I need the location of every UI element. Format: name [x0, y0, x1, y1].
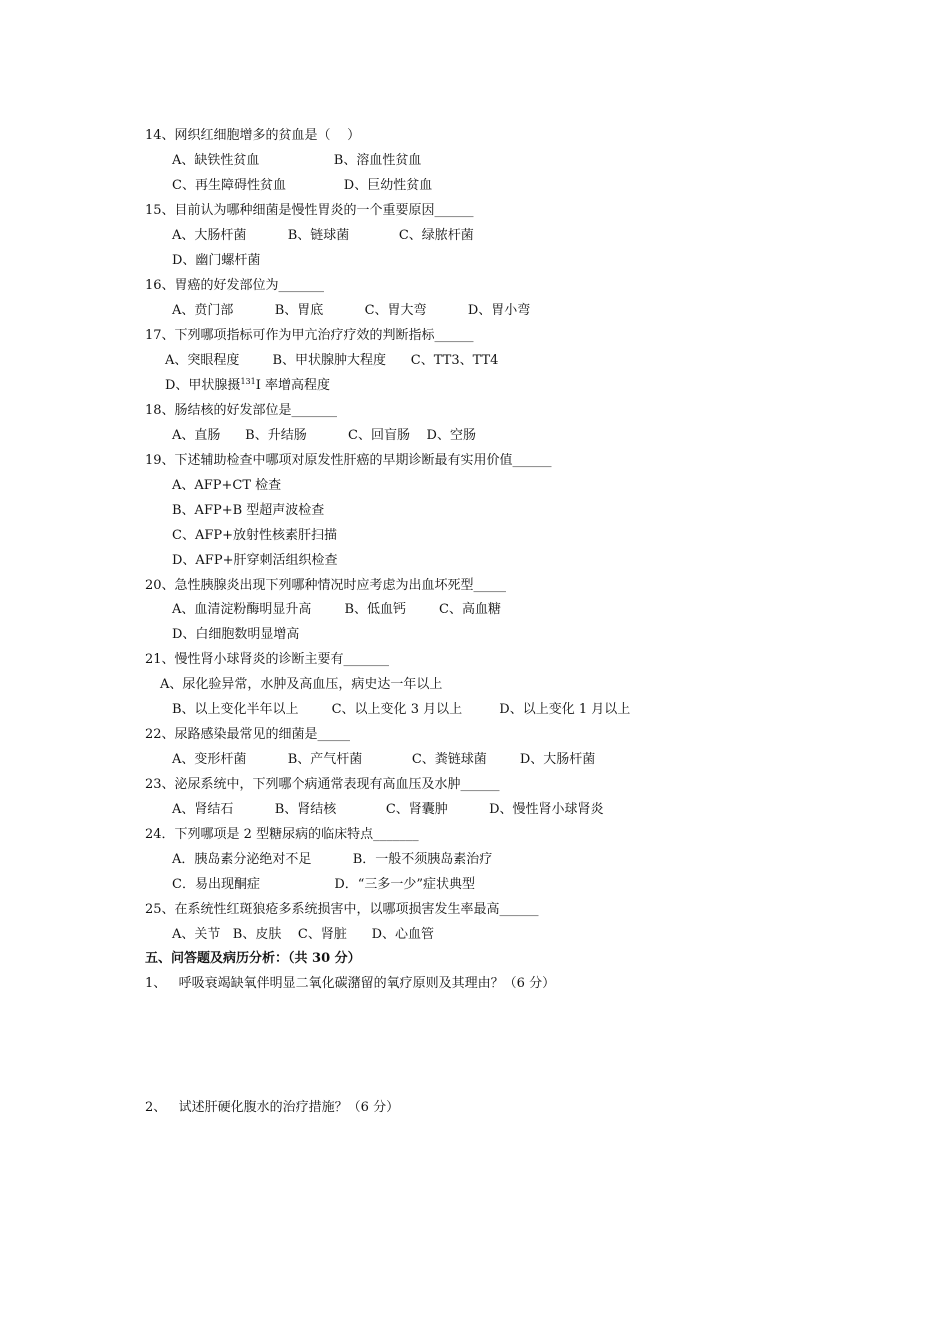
q19-option-b: B、AFP+B 型超声波检查: [172, 503, 325, 518]
q19-option-d: D、AFP+肝穿刺活组织检查: [172, 553, 338, 568]
q15-stem: 15、目前认为哪种细菌是慢性胃炎的一个重要原因______: [145, 203, 474, 218]
q23-stem: 23、泌尿系统中，下列哪个病通常表现有高血压及水肿______: [145, 777, 500, 792]
q17-row2-suffix: I 率增高程度: [255, 378, 330, 393]
q24-options-row2: C．易出现酮症 D．“三多一少”症状典型: [172, 877, 476, 892]
q18-stem: 18、肠结核的好发部位是_______: [145, 403, 338, 418]
q19-option-a: A、AFP+CT 检查: [172, 478, 282, 493]
q17-stem: 17、下列哪项指标可作为甲亢治疗疗效的判断指标______: [145, 328, 474, 343]
q15-options-row2: D、幽门螺杆菌: [172, 253, 261, 268]
q17-row2-superscript: 131: [240, 377, 256, 386]
q21-options-row2: B、以上变化半年以上 C、以上变化 3 月以上 D、以上变化 1 月以上: [172, 702, 631, 717]
q19-stem: 19、下述辅助检查中哪项对原发性肝癌的早期诊断最有实用价值______: [145, 453, 552, 468]
section5-question-2: 2、 试述肝硬化腹水的治疗措施？（6 分）: [145, 1100, 400, 1115]
q25-stem: 25、在系统性红斑狼疮多系统损害中，以哪项损害发生率最高______: [145, 902, 539, 917]
q24-options-row1: A．胰岛素分泌绝对不足 B．一般不须胰岛素治疗: [172, 852, 493, 867]
q20-options-row1: A、血清淀粉酶明显升高 B、低血钙 C、高血糖: [172, 602, 502, 617]
q16-options-row1: A、贲门部 B、胃底 C、胃大弯 D、胃小弯: [172, 303, 531, 318]
q14-options-row1: A、缺铁性贫血 B、溶血性贫血: [172, 153, 422, 168]
section5-heading: 五、问答题及病历分析：（共 30 分）: [145, 951, 361, 966]
q23-options-row1: A、肾结石 B、肾结核 C、肾囊肿 D、慢性肾小球肾炎: [172, 802, 604, 817]
q16-stem: 16、胃癌的好发部位为_______: [145, 278, 325, 293]
section5-question-1: 1、 呼吸衰竭缺氧伴明显二氧化碳潴留的氧疗原则及其理由？（6 分）: [145, 976, 556, 991]
q17-row2-prefix: D、甲状腺摄: [165, 378, 241, 393]
q22-options-row1: A、变形杆菌 B、产气杆菌 C、粪链球菌 D、大肠杆菌: [172, 752, 596, 767]
q20-options-row2: D、白细胞数明显增高: [172, 627, 300, 642]
q20-stem: 20、急性胰腺炎出现下列哪种情况时应考虑为出血坏死型_____: [145, 578, 507, 593]
q21-options-row1: A、尿化验异常，水肿及高血压，病史达一年以上: [160, 677, 443, 692]
q19-option-c: C、AFP+放射性核素肝扫描: [172, 528, 337, 543]
q14-stem: 14、网织红细胞增多的贫血是（ ）: [145, 128, 361, 143]
q14-options-row2: C、再生障碍性贫血 D、巨幼性贫血: [172, 178, 433, 193]
q17-options-row1: A、突眼程度 B、甲状腺肿大程度 C、TT3、TT4: [165, 353, 499, 368]
q25-options-row1: A、关节 B、皮肤 C、肾脏 D、心血管: [172, 927, 435, 942]
q21-stem: 21、慢性肾小球肾炎的诊断主要有_______: [145, 652, 390, 667]
q18-options-row1: A、直肠 B、升结肠 C、回盲肠 D、空肠: [172, 428, 476, 443]
q15-options-row1: A、大肠杆菌 B、链球菌 C、绿脓杆菌: [172, 228, 474, 243]
q22-stem: 22、尿路感染最常见的细菌是_____: [145, 727, 351, 742]
q24-stem: 24．下列哪项是 2 型糖尿病的临床特点_______: [145, 827, 419, 842]
q17-options-row2: [165, 377, 330, 395]
